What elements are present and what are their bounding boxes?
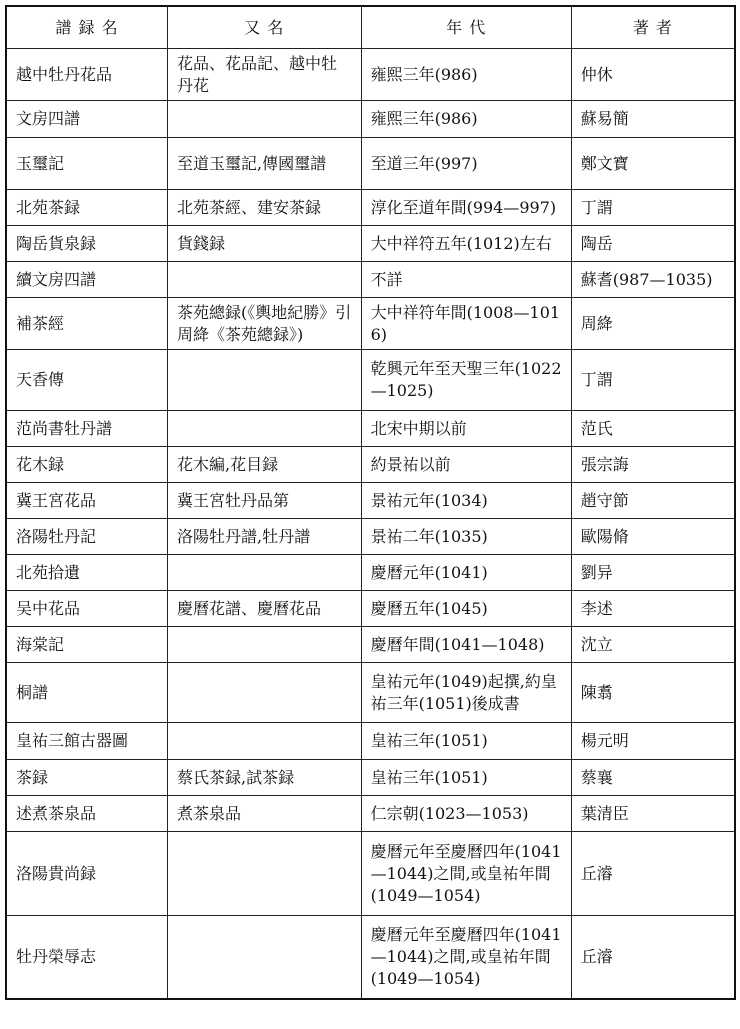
- table-row: [6, 832, 735, 916]
- cell-name: 洛陽牡丹記: [6, 519, 168, 555]
- cell-alias: [168, 555, 362, 591]
- table-row: [6, 190, 735, 226]
- cell-era: 大中祥符年間(1008—1016): [361, 298, 571, 350]
- cell-author: 仲休: [571, 49, 735, 101]
- table-row: [6, 101, 735, 138]
- cell-author: 陶岳: [571, 226, 735, 262]
- cell-alias: [168, 627, 362, 663]
- cell-era: 慶曆年間(1041—1048): [361, 627, 571, 663]
- table-row: [6, 723, 735, 760]
- cell-name: 北苑拾遺: [6, 555, 168, 591]
- cell-era: 景祐二年(1035): [361, 519, 571, 555]
- table-row: [6, 916, 735, 999]
- table-row: [6, 350, 735, 411]
- cell-alias: 至道玉璽記,傳國璽譜: [168, 138, 362, 190]
- table-row: [6, 298, 735, 350]
- table-row: [6, 483, 735, 519]
- cell-era: 不詳: [361, 262, 571, 298]
- cell-era: 慶曆元年(1041): [361, 555, 571, 591]
- cell-name: 越中牡丹花品: [6, 49, 168, 101]
- cell-alias: 北苑茶經、建安茶録: [168, 190, 362, 226]
- cell-era: 淳化至道年間(994—997): [361, 190, 571, 226]
- cell-alias: [168, 262, 362, 298]
- cell-author: 周絳: [571, 298, 735, 350]
- cell-era: 至道三年(997): [361, 138, 571, 190]
- cell-era: 慶曆五年(1045): [361, 591, 571, 627]
- cell-name: 述煮茶泉品: [6, 796, 168, 832]
- cell-name: 花木録: [6, 447, 168, 483]
- header-row: [6, 6, 735, 49]
- cell-author: 范氏: [571, 411, 735, 447]
- table-header: [6, 6, 735, 49]
- cell-name: 文房四譜: [6, 101, 168, 138]
- cell-author: 葉清臣: [571, 796, 735, 832]
- cell-name: 天香傳: [6, 350, 168, 411]
- cell-author: 蔡襄: [571, 760, 735, 796]
- cell-name: 桐譜: [6, 663, 168, 723]
- table-row: [6, 447, 735, 483]
- cell-alias: [168, 663, 362, 723]
- table-row: [6, 411, 735, 447]
- cell-alias: [168, 723, 362, 760]
- cell-era: 慶曆元年至慶曆四年(1041—1044)之間,或皇祐年間(1049—1054): [361, 916, 571, 999]
- cell-author: 沈立: [571, 627, 735, 663]
- cell-alias: 慶曆花譜、慶曆花品: [168, 591, 362, 627]
- table-row: [6, 591, 735, 627]
- cell-name: 北苑茶録: [6, 190, 168, 226]
- cell-alias: [168, 832, 362, 916]
- cell-alias: 冀王宮牡丹品第: [168, 483, 362, 519]
- table-row: [6, 627, 735, 663]
- cell-name: 玉璽記: [6, 138, 168, 190]
- table-row: [6, 138, 735, 190]
- cell-name: 海棠記: [6, 627, 168, 663]
- cell-author: 蘇易簡: [571, 101, 735, 138]
- cell-name: 陶岳貨泉録: [6, 226, 168, 262]
- cell-era: 約景祐以前: [361, 447, 571, 483]
- cell-alias: 煮茶泉品: [168, 796, 362, 832]
- cell-alias: [168, 916, 362, 999]
- cell-alias: 花品、花品記、越中牡丹花: [168, 49, 362, 101]
- cell-era: 北宋中期以前: [361, 411, 571, 447]
- cell-author: 鄭文寶: [571, 138, 735, 190]
- cell-author: 丁謂: [571, 190, 735, 226]
- header-name: 譜 録 名: [6, 6, 168, 49]
- cell-era: 皇祐三年(1051): [361, 760, 571, 796]
- table-row: [6, 49, 735, 101]
- table-row: [6, 226, 735, 262]
- table-body: [6, 49, 735, 999]
- cell-alias: 洛陽牡丹譜,牡丹譜: [168, 519, 362, 555]
- cell-name: 牡丹榮辱志: [6, 916, 168, 999]
- header-alias: 又 名: [168, 6, 362, 49]
- cell-era: 雍熙三年(986): [361, 49, 571, 101]
- cell-era: 大中祥符五年(1012)左右: [361, 226, 571, 262]
- table-row: [6, 262, 735, 298]
- cell-alias: 貨錢録: [168, 226, 362, 262]
- table-row: [6, 760, 735, 796]
- cell-author: 丁謂: [571, 350, 735, 411]
- cell-name: 冀王宮花品: [6, 483, 168, 519]
- cell-author: 趙守節: [571, 483, 735, 519]
- cell-name: 吴中花品: [6, 591, 168, 627]
- cell-name: 茶録: [6, 760, 168, 796]
- cell-author: 歐陽脩: [571, 519, 735, 555]
- cell-alias: 茶苑總録(《輿地紀勝》引周絳《茶苑總録》): [168, 298, 362, 350]
- catalog-table: [5, 5, 736, 1000]
- cell-author: 陳翥: [571, 663, 735, 723]
- table-row: [6, 519, 735, 555]
- cell-era: 景祐元年(1034): [361, 483, 571, 519]
- cell-era: 乾興元年至天聖三年(1022—1025): [361, 350, 571, 411]
- table-row: [6, 796, 735, 832]
- cell-author: 李述: [571, 591, 735, 627]
- cell-era: 雍熙三年(986): [361, 101, 571, 138]
- cell-alias: [168, 411, 362, 447]
- cell-era: 皇祐元年(1049)起撰,約皇祐三年(1051)後成書: [361, 663, 571, 723]
- cell-name: 范尚書牡丹譜: [6, 411, 168, 447]
- cell-era: 仁宗朝(1023—1053): [361, 796, 571, 832]
- cell-author: 張宗誨: [571, 447, 735, 483]
- cell-author: 劉异: [571, 555, 735, 591]
- cell-name: 洛陽貴尚録: [6, 832, 168, 916]
- cell-alias: 花木編,花目録: [168, 447, 362, 483]
- cell-name: 皇祐三館古器圖: [6, 723, 168, 760]
- table-row: [6, 663, 735, 723]
- cell-era: 慶曆元年至慶曆四年(1041—1044)之間,或皇祐年間(1049—1054): [361, 832, 571, 916]
- cell-author: 丘濬: [571, 916, 735, 999]
- cell-name: 續文房四譜: [6, 262, 168, 298]
- cell-alias: [168, 350, 362, 411]
- cell-alias: 蔡氏茶録,試茶録: [168, 760, 362, 796]
- cell-alias: [168, 101, 362, 138]
- table-row: [6, 555, 735, 591]
- cell-author: 丘濬: [571, 832, 735, 916]
- cell-name: 補茶經: [6, 298, 168, 350]
- header-author: 著 者: [571, 6, 735, 49]
- cell-author: 楊元明: [571, 723, 735, 760]
- cell-author: 蘇耆(987—1035): [571, 262, 735, 298]
- header-era: 年 代: [361, 6, 571, 49]
- cell-era: 皇祐三年(1051): [361, 723, 571, 760]
